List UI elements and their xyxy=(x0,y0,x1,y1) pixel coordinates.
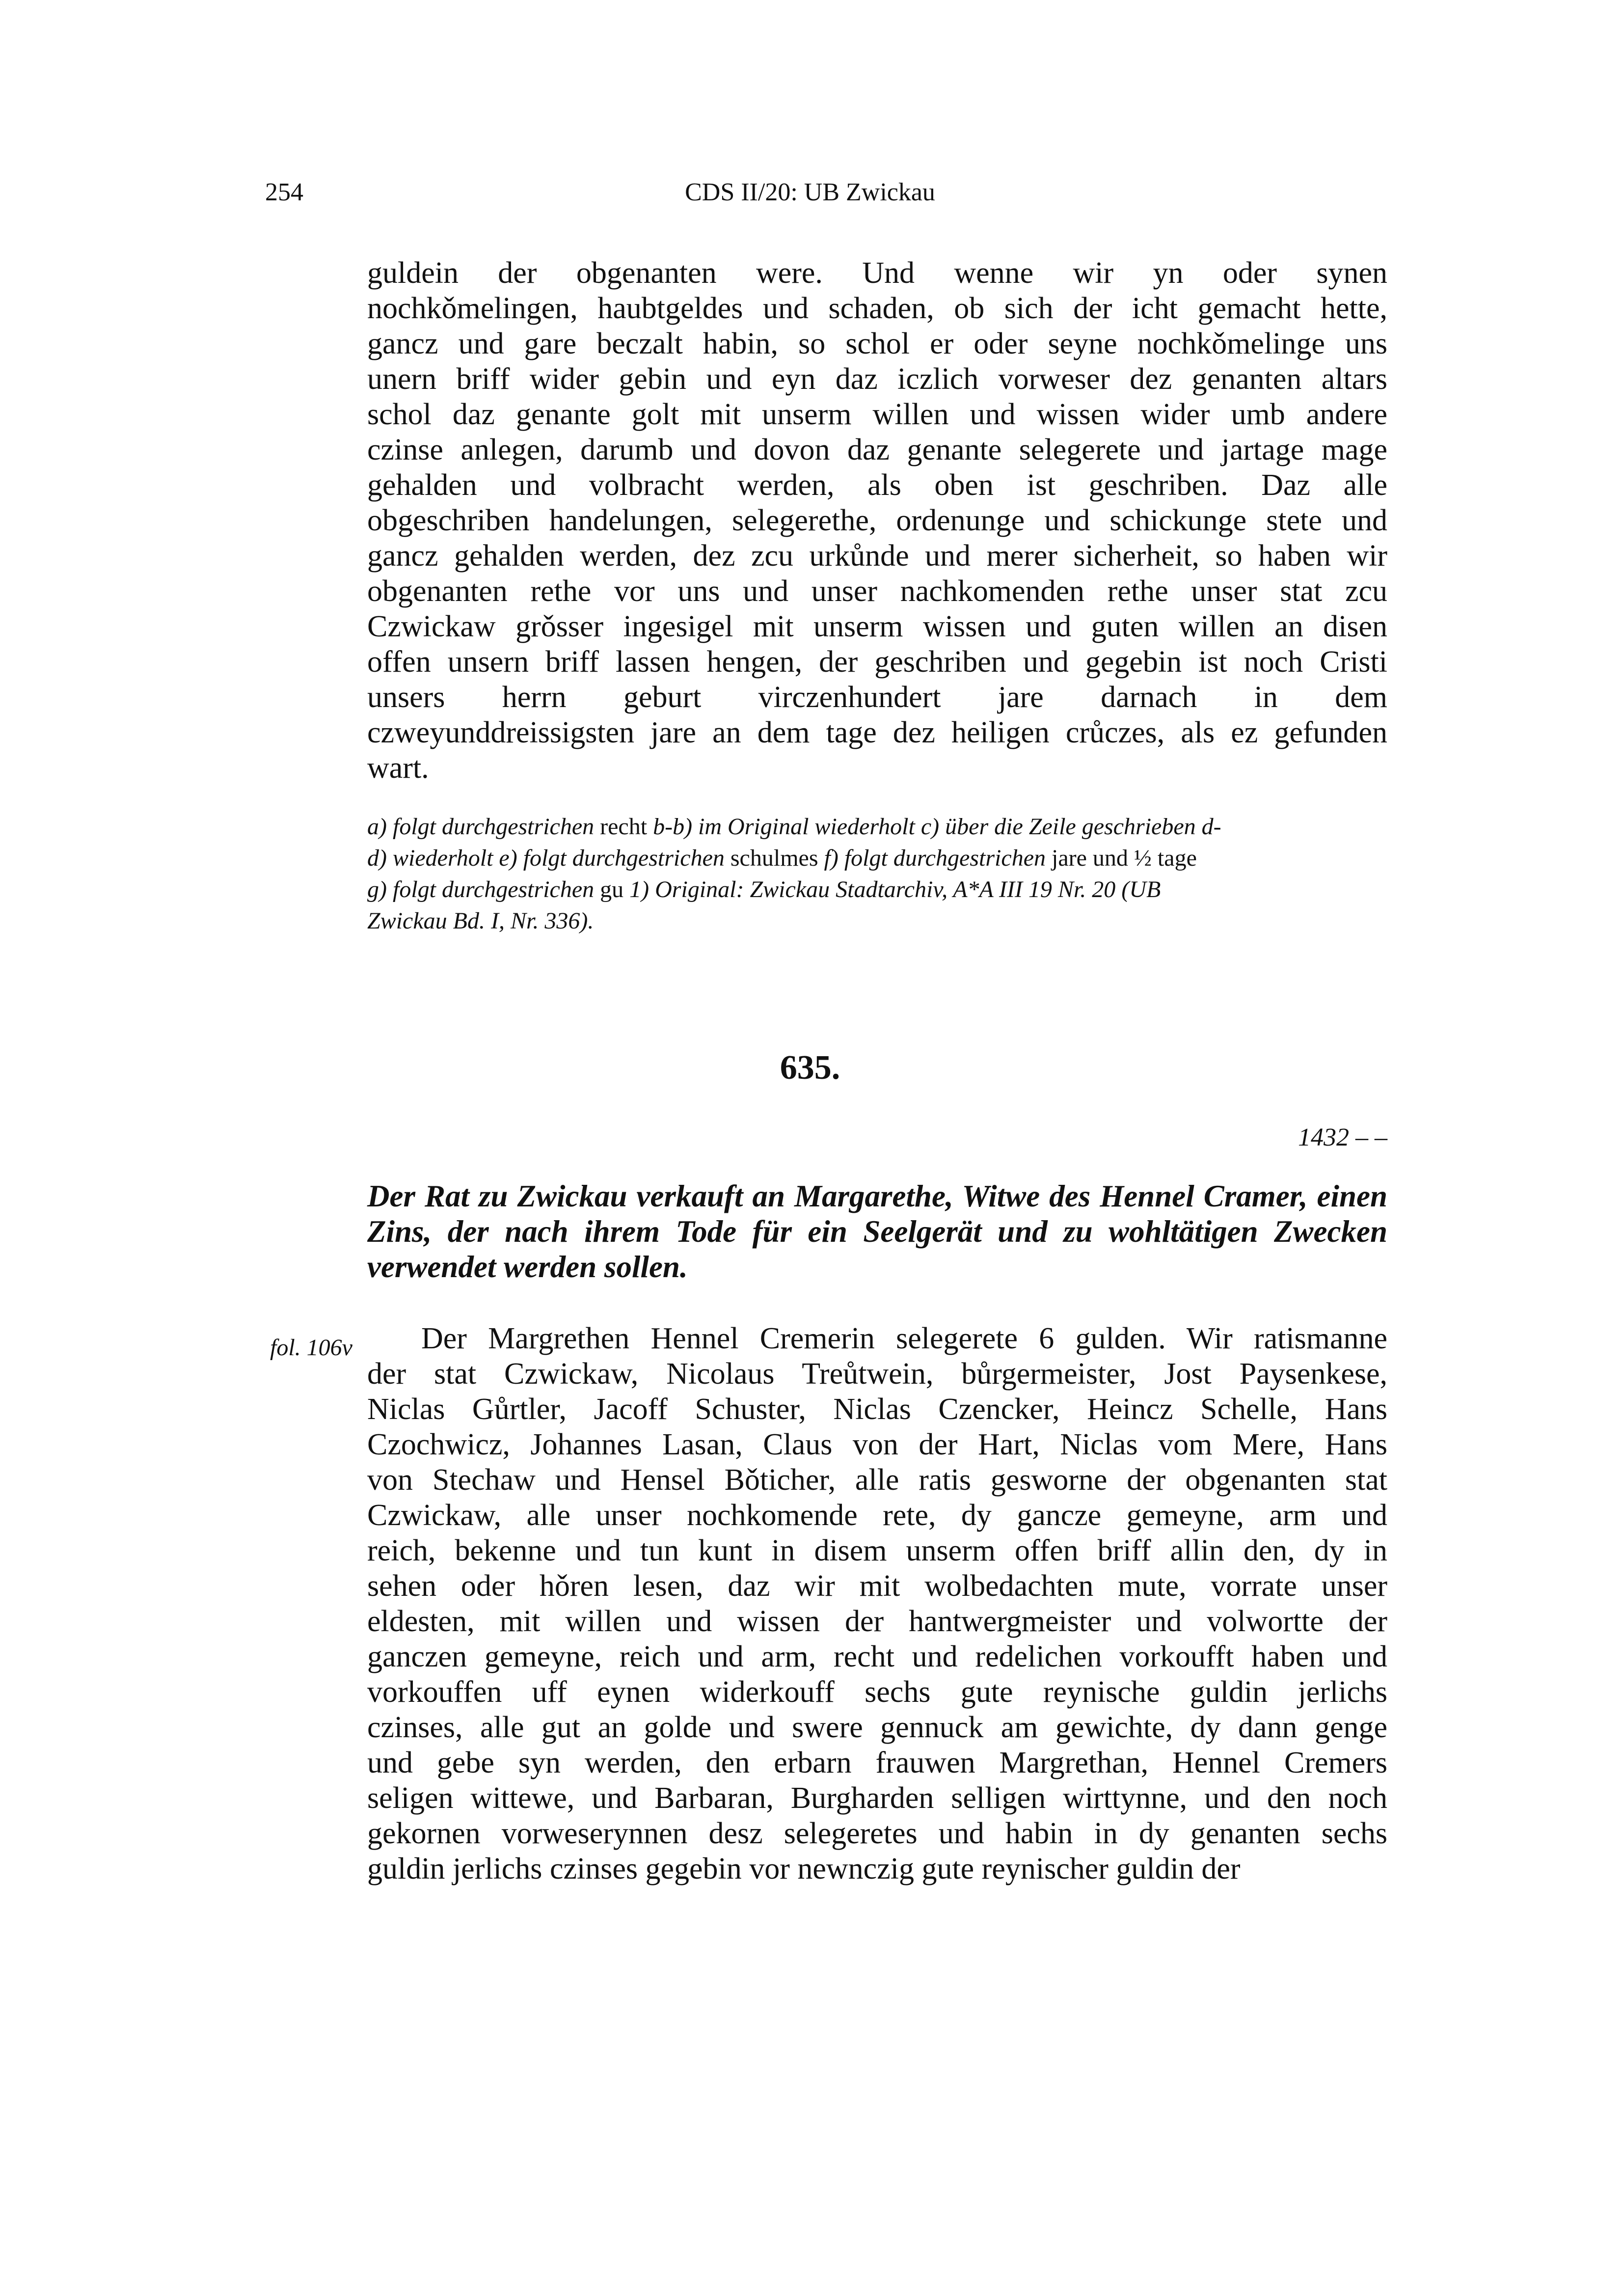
document-text-line: sehen oder hǒren lesen, daz wir mit wolbedachten mute, vorrate unser xyxy=(367,1569,1387,1603)
continued-text-line: gancz gehalden werden, dez zcu urkůnde und merer sicherheit, so haben wir xyxy=(367,539,1387,573)
document-date: 1432 – – xyxy=(1298,1123,1387,1151)
continued-text-line: unern briff wider gebin und eyn daz iczlich vorweser dez genanten altars xyxy=(367,362,1387,396)
continued-text-line: obgeschriben handelungen, selegerethe, ordenunge und schickunge stete und xyxy=(367,504,1387,537)
continued-text-line: unsers herrn geburt virczenhundert jare darnach in dem xyxy=(367,681,1387,714)
continued-text-line: nochkǒmelingen, haubtgeldes und schaden, ob sich der icht gemacht hette, xyxy=(367,292,1387,325)
summary-line: verwendet werden sollen. xyxy=(367,1250,688,1284)
footnote-italic-run: 1) Original: Zwickau Stadtarchiv, A*A III 19 Nr. 20 (UB xyxy=(629,876,1161,902)
continued-text-line: offen unsern briff lassen hengen, der geschriben und gegebin ist noch Cristi xyxy=(367,645,1387,679)
document-text-line: guldin jerlichs czinses gegebin vor newnczig gute reynischer guldin der xyxy=(367,1852,1241,1886)
continued-text-line: obgenanten rethe vor uns und unser nachkomenden rethe unser stat zcu xyxy=(367,574,1387,608)
footnote-italic-run: Zwickau Bd. I, Nr. 336). xyxy=(367,908,594,934)
document-text-line: Der Margrethen Hennel Cremerin selegerete 6 gulden. Wir ratismanne xyxy=(421,1322,1387,1355)
document-summary xyxy=(367,1178,1387,1285)
footnote-line xyxy=(367,905,1387,937)
footnotes xyxy=(367,811,1387,937)
summary-line: Der Rat zu Zwickau verkauft an Margarethe, Witwe des Hennel Cramer, einen xyxy=(367,1179,1387,1213)
folio-margin-note: fol. 106v xyxy=(270,1335,352,1361)
document-text-line: von Stechaw und Hensel Bǒticher, alle ratis geswornе der obgenanten stat xyxy=(367,1463,1387,1497)
footnote-line xyxy=(367,874,1387,905)
document-text-line: gekornen vorweserynnen desz selegeretes und habin in dy genanten sechs xyxy=(367,1817,1387,1850)
continued-text-line: schol daz genante golt mit unserm willen und wissen wider umb andere xyxy=(367,398,1387,431)
footnote-italic-run: a) folgt durchgestrichen xyxy=(367,814,595,840)
document-text-line: der stat Czwickaw, Nicolaus Treůtwein, bůrgermeister, Jost Paysenkese, xyxy=(367,1357,1387,1391)
continued-text xyxy=(367,255,1387,786)
continued-text-line: gehalden und volbracht werden, als oben ist geschriben. Daz alle xyxy=(367,468,1387,502)
document-text-line: reich, bekenne und tun kunt in disem unserm offen briff allin den, dy in xyxy=(367,1534,1387,1567)
footnote-line xyxy=(367,843,1387,874)
document-text-line: eldesten, mit willen und wissen der hantwergmeister und volwortte der xyxy=(367,1605,1387,1638)
continued-text-line: Czwickaw grǒsser ingesigel mit unserm wissen und guten willen an disen xyxy=(367,610,1387,643)
document-text-line: czinses, alle gut an golde und swere gennuck am gewichte, dy dann genge xyxy=(367,1711,1387,1744)
footnote-italic-run: g) folgt durchgestrichen xyxy=(367,876,595,902)
footnote-roman-run: recht xyxy=(594,814,653,840)
document-number: 635. xyxy=(780,1049,840,1087)
continued-text-line: guldein der obgenanten were. Und wenne wir yn oder synen xyxy=(367,256,1387,290)
continued-text-line: czweyunddreissigsten jare an dem tage dez heiligen crůczes, als ez gefunden xyxy=(367,716,1387,749)
summary-line: Zins, der nach ihrem Tode für ein Seelgerät und zu wohltätigen Zwecken xyxy=(367,1214,1387,1249)
footnotes-block xyxy=(367,811,1387,937)
running-head: CDS II/20: UB Zwickau xyxy=(685,178,935,206)
page-number: 254 xyxy=(265,178,303,206)
footnote-roman-run: gu xyxy=(594,876,630,902)
continued-text-line: czinse anlegen, darumb und dovon daz genante selegerete und jartage mage xyxy=(367,433,1387,466)
document-text-block xyxy=(367,1321,1387,1886)
continued-text-line: wart. xyxy=(367,751,429,785)
footnote-italic-run: d) wiederholt e) folgt durchgestrichen xyxy=(367,845,725,871)
document-text-line: vorkouffen uff eynen widerkouff sechs gute reynische guldin jerlichs xyxy=(367,1675,1387,1709)
footnote-italic-run: f) folgt durchgestrichen xyxy=(824,845,1046,871)
footnote-roman-run: jare und ½ tage xyxy=(1046,845,1197,871)
document-text-line: Czochwicz, Johannes Lasan, Claus von der Hart, Niclas vom Mere, Hans xyxy=(367,1428,1387,1461)
continued-text-block xyxy=(367,255,1387,786)
continued-text-line: gancz und gare beczalt habin, so schol er oder seyne nochkǒmelinge uns xyxy=(367,327,1387,360)
document-text xyxy=(367,1321,1387,1886)
document-text-line: Niclas Gůrtler, Jacoff Schuster, Niclas Czencker, Heincz Schelle, Hans xyxy=(367,1393,1387,1426)
document-text-line: Czwickaw, alle unser nochkomende rete, dy gancze gemeyne, arm und xyxy=(367,1499,1387,1532)
document-text-line: seligen wittewe, und Barbaran, Burgharden selligen wirttynne, und den noch xyxy=(367,1781,1387,1815)
footnote-italic-run: b-b) im Original wiederholt c) über die Zeile geschrieben d- xyxy=(653,814,1221,840)
document-text-line: und gebe syn werden, den erbarn frauwen Margrethan, Hennel Cremers xyxy=(367,1746,1387,1779)
footnote-roman-run: schulmes xyxy=(724,845,824,871)
document-text-line: ganczen gemeyne, reich und arm, recht und redelichen vorkoufft haben und xyxy=(367,1640,1387,1673)
footnote-line xyxy=(367,811,1387,843)
